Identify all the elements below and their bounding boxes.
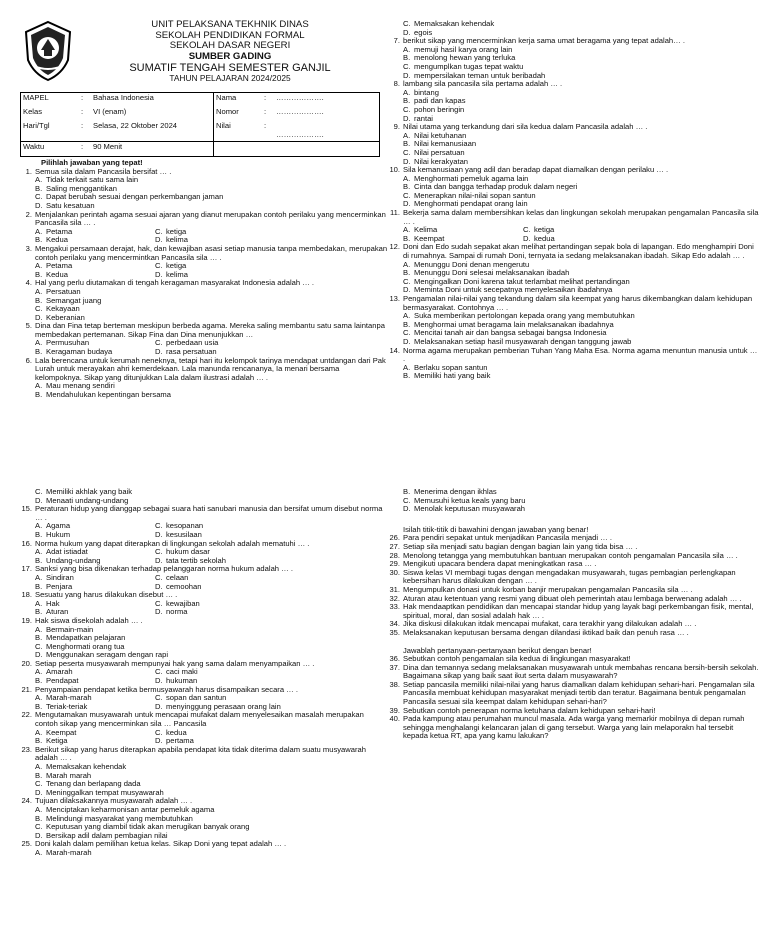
option[interactable]: D. Menolak keputusan musyawarah	[403, 504, 526, 514]
option[interactable]: A. Nilai ketuhanan	[403, 130, 467, 140]
option[interactable]: B. Saling menggantikan	[35, 183, 117, 193]
question-13: 13. Pengamalan nilai-nilai yang tekandung dalam sila keempat yang harus dikembangkan dalam kehidupan bermasyarakat. Contohnya … . A. Suka memberikan pertolongan kepada orang yang membutuhkan B. Menghormai umat beragama lain melaksanakan ibadahnya C. Mencitai tanah air dan bangsa sebagai bangsa Indonesia D. Melaksanakan setiap hasil musyawarah dengan tanggung jawab	[386, 295, 760, 347]
essay-list	[386, 655, 760, 741]
option[interactable]: B. Hukum	[35, 529, 71, 539]
nilai-field[interactable]: ……………….	[276, 130, 324, 140]
option[interactable]: C. Memaksakan kehendak	[403, 19, 495, 28]
option[interactable]: A. Menghormati pemeluk agama lain	[403, 173, 529, 183]
option[interactable]: D. kesusilaan	[155, 529, 202, 539]
option[interactable]: D. cemoohan	[155, 581, 202, 591]
option[interactable]: D. rantai	[403, 113, 433, 123]
waktu-value: 90 Menit	[91, 142, 214, 157]
option[interactable]: D. Menaati undang-undang	[35, 495, 129, 505]
option[interactable]: D. Melaksanakan setiap hasil musyawarah dengan tanggung jawab	[403, 336, 632, 346]
fill-in-question: 29. Mengikuti upacara bendera dapat meningkatkan rasa … .	[389, 559, 597, 569]
question-20: 20. Setiap peserta musyawarah mempunyai hak yang sama dalam menyampaikan … . A. Amarah C. caci maki B. Pendapat D. hukuman	[18, 660, 388, 686]
question-15: 15. Peraturan hidup yang dianggap sebagai suara hati sanubari manusia dan bersifat umum disebut norma … . A. Agama C. kesopanan B. Hukum D. kesusilaan	[18, 505, 388, 539]
question-4: 4. Hal yang perlu diutamakan di tengah keragaman masyarakat Indonesia adalah … . A. Persatuan B. Semangat juang C. Kekayaan D. Keberanian	[18, 279, 388, 322]
fill-in-question: 26. Para pendiri sepakat untuk menjadikan Pancasila menjadi … .	[389, 533, 612, 543]
option[interactable]: B. Menghormai umat beragama lain melaksanakan ibadahnya	[403, 319, 614, 329]
option[interactable]: C. Mencitai tanah air dan bangsa sebagai bangsa Indonesia	[403, 328, 607, 338]
option[interactable]: B. Keempat	[403, 233, 445, 243]
option[interactable]: B. Teriak-teriak	[35, 701, 88, 711]
column-top-right	[386, 20, 760, 381]
fill-in-question: 27. Setiap sila menjadi satu bagian dengan bagian lain yang tida bisa … .	[389, 541, 638, 551]
question-23: 23. Berikut sikap yang harus diterapkan apabila pendapat kita tidak diterima dalam suatu musyawarah adalah … . A. Memaksakan kehendak B. Marah marah C. Tenang dan berlapang dada D. Meninggalkan tempat musyawarah	[18, 746, 388, 798]
question-5: 5. Dina dan Fina tetap berteman meskipun berbeda agama. Mereka saling membantu satu sama laintanpa membedakan pertemanan. Sikap Fina dan Dina menunjukkan … A. Permusuhan C. perbedaan usia B. Keragaman budaya D. rasa persatuan	[18, 322, 388, 356]
option[interactable]: B. Menunggu Doni selesai melaksanakan ibadah	[403, 268, 570, 278]
option[interactable]: D. kelima	[155, 235, 188, 245]
option[interactable]: A. Menunggu Doni denan mengerutu	[403, 259, 530, 269]
question-17: 17. Sanksi yang bisa dikenakan terhadap pelanggaran norma hukum adalah … . A. Sindiran C. celaan B. Penjara D. cemoohan	[18, 565, 388, 591]
option[interactable]: A. Hak	[35, 598, 60, 608]
colon: :	[264, 107, 267, 116]
question-8: 8. lambang sila pancasila sila pertama adalah … . A. bintang B. padi dan kapas C. pohon beringin D. rantai	[386, 80, 760, 123]
school-name: SUMBER GADING	[188, 50, 272, 62]
question-10: 10. Sila kemanusiaan yang adil dan beradap dapat diamalkan dengan perilaku … . A. Menghormati pemeluk agama lain B. Cinta dan bangga terhadap produk dalam negeri C. Menerapkan nilai-nilai sopan santun D. Menghormati pendapat orang lain	[386, 166, 760, 209]
hari-label: Hari/Tgl	[23, 121, 50, 130]
instruction-fill-in: Isilah titik-titik di bawahini dengan jawaban yang benar!	[403, 524, 589, 534]
option[interactable]: B. Nilai kemanusiaan	[403, 139, 477, 149]
option[interactable]: C. Menerapkan nilai-nilai sopan santun	[403, 190, 536, 200]
option[interactable]: C. ketiga	[155, 226, 187, 236]
option[interactable]: A. Petama	[35, 226, 73, 236]
school-emblem-icon	[22, 20, 74, 82]
colon: :	[81, 121, 84, 130]
question-25: 25. Doni kalah dalam pemilihan ketua kelas. Sikap Doni yang tepat adalah … . A. Marah-marah	[18, 840, 388, 857]
option[interactable]: B. Semangat juang	[35, 295, 102, 305]
option[interactable]: C. Nilai persatuan	[403, 147, 465, 157]
fill-in-question: 32. Aturan atau ketentuan yang resmi yang dibuat oleh pemerintah atau lembaga berwenang adalah … .	[389, 593, 742, 603]
option[interactable]: D. Meminta Doni untuk secepatnya menyelesaikan ibadahnya	[403, 285, 613, 295]
nomor-label: Nomor	[216, 107, 239, 116]
option[interactable]: C. Keputusan yang diambil tidak akan merugikan banyak orang	[35, 822, 250, 832]
exam-info-table	[20, 92, 380, 157]
option[interactable]: C. Dapat berubah sesuai dengan perkembangan jaman	[35, 192, 224, 202]
option[interactable]: A. Adat istiadat	[35, 547, 88, 557]
option[interactable]: A. Agama	[35, 521, 71, 531]
header-line-1: UNIT PELAKSANA TEKHNIK DINAS	[151, 19, 309, 30]
option[interactable]: B. Marah marah	[35, 770, 92, 780]
option[interactable]: C. hukum dasar	[155, 547, 210, 557]
option[interactable]: A. memuji hasil karya orang lain	[403, 44, 513, 54]
colon: :	[79, 93, 91, 108]
option[interactable]: D. rasa persatuan	[155, 347, 217, 357]
option[interactable]: C. kedua	[155, 727, 187, 737]
option[interactable]: D. menyinggung perasaan orang lain	[155, 701, 281, 711]
question-1: 1. Semua sila dalam Pancasila bersifat … . A. Tidak terkait satu sama lain B. Saling menggantikan C. Dapat berubah sesuai dengan perkembangan jaman D. Satu kesatuan	[18, 168, 388, 211]
hari-value: Selasa, 22 Oktober 2024	[91, 121, 214, 142]
essay-question: 36. Sebutkan contoh pengamalan sila kedua di lingkungan masyarakat!	[389, 654, 631, 664]
option[interactable]: D. kelima	[155, 269, 188, 279]
option[interactable]: A. Mau menang sendiri	[35, 381, 115, 391]
option[interactable]: C. kewajiban	[155, 598, 200, 608]
option[interactable]: C. Memusuhi ketua keals yang baru	[403, 495, 526, 505]
question-12: 12. Doni dan Edo sudah sepakat akan melihat pertandingan sepak bola di lapangan. Edo menghampiri Doni di rumahnya. Sampai di rumah Doni, ternyata ia sedang melaksanakan ibadah. Sikap Edo adalah … . A. Menunggu Doni denan mengerutu B. Menunggu Doni selesai melaksanakan ibadah C. Mengingalkan Doni karena takut terlambat melihat pertandingan D. Meminta Doni untuk secepatnya menyelesaikan ibadahnya	[386, 243, 760, 295]
option[interactable]: C. Kekayaan	[35, 304, 80, 314]
option[interactable]: A. Tidak terkait satu sama lain	[35, 175, 139, 185]
option[interactable]: C. Mengingalkan Doni karena takut terlambat melihat pertandingan	[403, 276, 630, 286]
option[interactable]: C. ketiga	[155, 261, 187, 271]
question-3: 3. Mengakui persamaan derajat, hak, dan kewajiban asasi setiap manusia tanpa membedakan, merupakan contoh perilaku yang mencermintkan Pancasila sila … . A. Petama C. ketiga B. Kedua D. kelima	[25, 243, 388, 279]
option[interactable]: C. Menghormati orang tua	[35, 641, 125, 651]
fill-in-question: 31. Mengumpulkan donasi untuk korban banjir merupakan pengamalan Pancasila sila … .	[389, 584, 693, 594]
option[interactable]: D. Meninggalkan tempat musyawarah	[35, 787, 164, 797]
mapel-label: MAPEL	[21, 93, 80, 108]
option[interactable]: C. mengumplkan tugas tepat waktu	[403, 61, 524, 71]
option[interactable]: A. Keempat	[35, 727, 77, 737]
column-bottom-right	[386, 488, 760, 741]
option[interactable]: D. Menghormati pendapat orang lain	[403, 199, 528, 209]
option[interactable]: C. perbedaan usia	[155, 338, 219, 348]
option[interactable]: C. celaan	[155, 572, 189, 582]
option[interactable]: A. Menciptakan keharmonisan antar pemeluk agama	[35, 804, 215, 814]
option[interactable]: A. Bermain-main	[35, 624, 94, 634]
question-9: 9. Nilai utama yang terkandung dari sila kedua dalam Pancasila adalah … . A. Nilai ketuhanan B. Nilai kemanusiaan C. Nilai persatuan D. Nilai kerakyatan	[386, 123, 760, 166]
exam-title: SUMATIF TENGAH SEMESTER GANJIL	[129, 62, 331, 74]
option[interactable]: B. Kedua	[35, 269, 68, 279]
option[interactable]: C. kesopanan	[155, 521, 204, 531]
option[interactable]: D. mempersilakan teman untuk beribadah	[403, 70, 546, 80]
colon: :	[264, 121, 267, 130]
question-11: 11. Bekerja sama dalam membersihkan kelas dan lingkungan sekolah merupakan pengamalan Pancasila sila … . A. Kelima C. ketiga B. Keempat D. kedua	[390, 208, 759, 243]
option[interactable]: A. Marah-marah	[35, 693, 92, 703]
option[interactable]: D. Menggunakan seragam dengan rapi	[35, 650, 169, 660]
nama-field[interactable]: ……………….	[274, 93, 380, 108]
colon: :	[79, 142, 91, 157]
option[interactable]: D. tata tertib sekolah	[155, 555, 226, 565]
option[interactable]: D. hukuman	[155, 676, 198, 686]
option[interactable]: B. menolong hewan yang terluka	[403, 53, 516, 63]
nilai-label: Nilai	[216, 121, 231, 130]
option[interactable]: B. Kedua	[35, 235, 68, 245]
nomor-field[interactable]: ……………….	[276, 107, 324, 116]
option[interactable]: C. ketiga	[523, 225, 555, 235]
option[interactable]: B. Mendahulukan kepentingan bersama	[35, 390, 171, 400]
option[interactable]: B. Menerima dengan ikhlas	[403, 487, 497, 496]
header-line-2: SEKOLAH PENDIDIKAN FORMAL	[155, 29, 305, 41]
question-16: 16. Norma hukum yang dapat diterapkan di lingkungan sekolah adalah mematuhi … . A. Adat istiadat C. hukum dasar B. Undang-undang D. tata tertib sekolah	[18, 540, 388, 566]
option[interactable]: B. Undang-undang	[35, 555, 101, 565]
option[interactable]: D. pertama	[155, 736, 194, 746]
question-14: 14. Norma agama merupakan pemberian Tuhan Yang Maha Esa. Norma agama menuntun manusia untuk … . A. Berlaku sopan santun B. Memiliki hati yang baik	[386, 347, 760, 381]
question-18: 18. Sesuatu yang harus dilakukan disebut … . A. Hak C. kewajiban B. Aturan D. norma	[18, 591, 388, 617]
question-22: 22. Mengutamakan musyawarah untuk mencapai mufakat dalam menyelesaikan masalah merupakan contoh sikap yang mencerminkan sila … Pancasila A. Keempat C. kedua B. Ketiga D. pertama	[18, 711, 388, 745]
option[interactable]: B. padi dan kapas	[403, 96, 466, 106]
option[interactable]: A. Suka memberikan pertolongan kepada orang yang membutuhkan	[403, 311, 635, 321]
column-top-left	[18, 159, 388, 400]
fill-in-question: 33. Hak mendaaptkan pendidikan dan mencapai standar hidup yang layak bagi perkembangan fisik, mental, spiritual, moral, dan sosial adalah hak … .	[389, 602, 754, 620]
option[interactable]: B. Melindungi masyarakat yang membutuhkan	[35, 813, 193, 823]
essay-question: 39. Sebutkan contoh penerapan norma ketuhana dalam kehidupan sehari-hari!	[389, 705, 656, 715]
question-2: 2. Menjalankan perintah agama sesuai ajaran yang dianut merupakan contoh perilaku yang mencerminkan Pancasila sila … . A. Petama C. ketiga B. Kedua D. kelima	[18, 211, 388, 245]
essay-question: 40. Pada kampung atau perumahan muncul masala. Ada warga yang memarkir mobilnya di depan rumah sehingga menghalangi kelancaran jalan di gang tersebut. Warga yang lain melaporakn hal tersebit kepada ketua RT, apa yang kamu lakukan?	[389, 714, 745, 741]
option[interactable]: C. Memiliki akhlak yang baik	[35, 487, 133, 496]
option[interactable]: B. Cinta dan bangga terhadap produk dalam negeri	[403, 182, 578, 192]
option[interactable]: B. Memiliki hati yang baik	[403, 371, 491, 381]
school-year: TAHUN PELAJARAN 2024/2025	[169, 73, 291, 83]
option[interactable]: D. Keberanian	[35, 312, 85, 322]
kelas-label: Kelas	[23, 107, 42, 116]
option[interactable]: A. bintang	[403, 87, 439, 97]
option[interactable]: C. pohon beringin	[403, 104, 465, 114]
fill-in-question: 35. Melaksanakan keputusan bersama dengan dilandasi iktikad baik dan penuh rasa … .	[389, 627, 689, 637]
option[interactable]: B. Penjara	[35, 581, 73, 591]
column-bottom-left	[18, 488, 388, 858]
question-21: 21. Penyampaian pendapat ketika bermusyawarah harus disampaikan secara … . A. Marah-marah C. sopan dan santun B. Teriak-teriak D. menyinggung perasaan orang lain	[18, 686, 388, 712]
essay-question: 38. Setiap pancasila memiliki nilai-nilai yang harus diamalkan dalam kehidupan sehari-hari. Pengamalan sila Pancasila membuat kehidupan masyarakat menjadi tertib dan teratur. Bagaimana bentuk pengamalan Pancasila sesuai sila keempat dalam kehidupan sehari-hari?	[389, 679, 755, 707]
option[interactable]: B. Mendapatkan pelajaran	[35, 633, 126, 643]
instruction-multiple-choice: Pilihlah jawaban yang tepat!	[41, 158, 143, 167]
instruction-essay: Jawablah pertanyaan-pertanyaan berikut dengan benar!	[403, 645, 592, 655]
fill-in-list	[386, 534, 760, 637]
option[interactable]: C. caci maki	[155, 667, 198, 677]
option[interactable]: A. Berlaku sopan santun	[403, 362, 488, 372]
essay-question: 37. Dina dan temannya sedang melaksanakan musyawarah untuk membahas rencana bersih-bersih sekolah. Bagaimana sikap yang baik saat ikut serta dalam musyawarah?	[389, 662, 759, 681]
option[interactable]: D. Satu kesatuan	[35, 200, 95, 210]
question-7: 7. berikut sikap yang mencerminkan kerja sama umat beragama yang tepat adalah… . A. memuji hasil karya orang lain B. menolong hewan yang terluka C. mengumplkan tugas tepat waktu D. mempersilakan teman untuk beribadah	[386, 37, 760, 80]
question-24: 24. Tujuan dilaksakannya musyawarah adalah … . A. Menciptakan keharmonisan antar pemeluk agama B. Melindungi masyarakat yang membutuhkan C. Keputusan yang diambil tidak akan merugikan banyak orang D. Bersikap adil dalam pembagian nilai	[18, 797, 388, 840]
option[interactable]: D. kedua	[523, 233, 555, 243]
option[interactable]: A. Kelima	[403, 225, 438, 235]
mapel-value: Bahasa Indonesia	[91, 93, 214, 108]
nama-label: Nama	[214, 93, 263, 108]
colon: :	[81, 107, 84, 116]
option[interactable]: B. Aturan	[35, 607, 69, 617]
kelas-value: VI (enam)	[91, 107, 214, 121]
option[interactable]: B. Keragaman budaya	[35, 347, 113, 357]
option[interactable]: A. Sindiran	[35, 572, 74, 582]
option[interactable]: A. Amarah	[35, 667, 73, 677]
option[interactable]: B. Pendapat	[35, 676, 79, 686]
option[interactable]: D. Nilai kerakyatan	[403, 156, 469, 166]
question-19: 19. Hak siswa disekolah adalah … . A. Bermain-main B. Mendapatkan pelajaran C. Menghormati orang tua D. Menggunakan seragam dengan rapi	[18, 617, 388, 660]
option[interactable]: D. norma	[155, 607, 188, 617]
option[interactable]: D. Bersikap adil dalam pembagian nilai	[35, 830, 168, 840]
option[interactable]: A. Memaksakan kehendak	[35, 762, 127, 771]
option[interactable]: B. Ketiga	[35, 736, 68, 746]
option[interactable]: D. egois	[403, 27, 433, 37]
option[interactable]: A. Permusuhan	[35, 338, 90, 348]
colon: :	[262, 93, 274, 108]
waktu-label: Waktu	[21, 142, 80, 157]
option[interactable]: C. sopan dan santun	[155, 693, 227, 703]
question-6: 6. Lala berencana untuk kerumah neneknya, tetapi hari itu kelompok tarinya mendapat untdangan dari Pak Lurah untuk merayakan ahri kemerdekaan. Lala manunda rencananya, Ia menari bersama kelompoknya. Sikap yang ditunjukkan Lala dalam ilustrasi adalah … . A. Mau menang sendiri B. Mendahulukan kepentingan bersama	[18, 357, 388, 400]
option[interactable]: C. Tenang dan berlapang dada	[35, 779, 141, 789]
fill-in-question: 34. Jika diskusi dilakukan itdak mencapai mufakat, cara terakhir yang dilakukan adalah … .	[389, 619, 697, 629]
header-line-3: SEKOLAH DASAR NEGERI	[169, 40, 291, 51]
fill-in-question: 28. Menolong tetangga yang membutuhkan bantuan merupakan contoh pengamalan Pancasila sila … .	[389, 550, 738, 560]
option[interactable]: A. Persatuan	[35, 286, 81, 296]
option[interactable]: A. Petama	[35, 261, 73, 271]
fill-in-question: 30. Siswa kelas VI membagi tugas dengan mengadakan musyawarah, tugas pembagian perlengkapan kebersihan harus dilakukan dengan … .	[389, 567, 736, 586]
option[interactable]: A. Marah-marah	[35, 847, 92, 857]
